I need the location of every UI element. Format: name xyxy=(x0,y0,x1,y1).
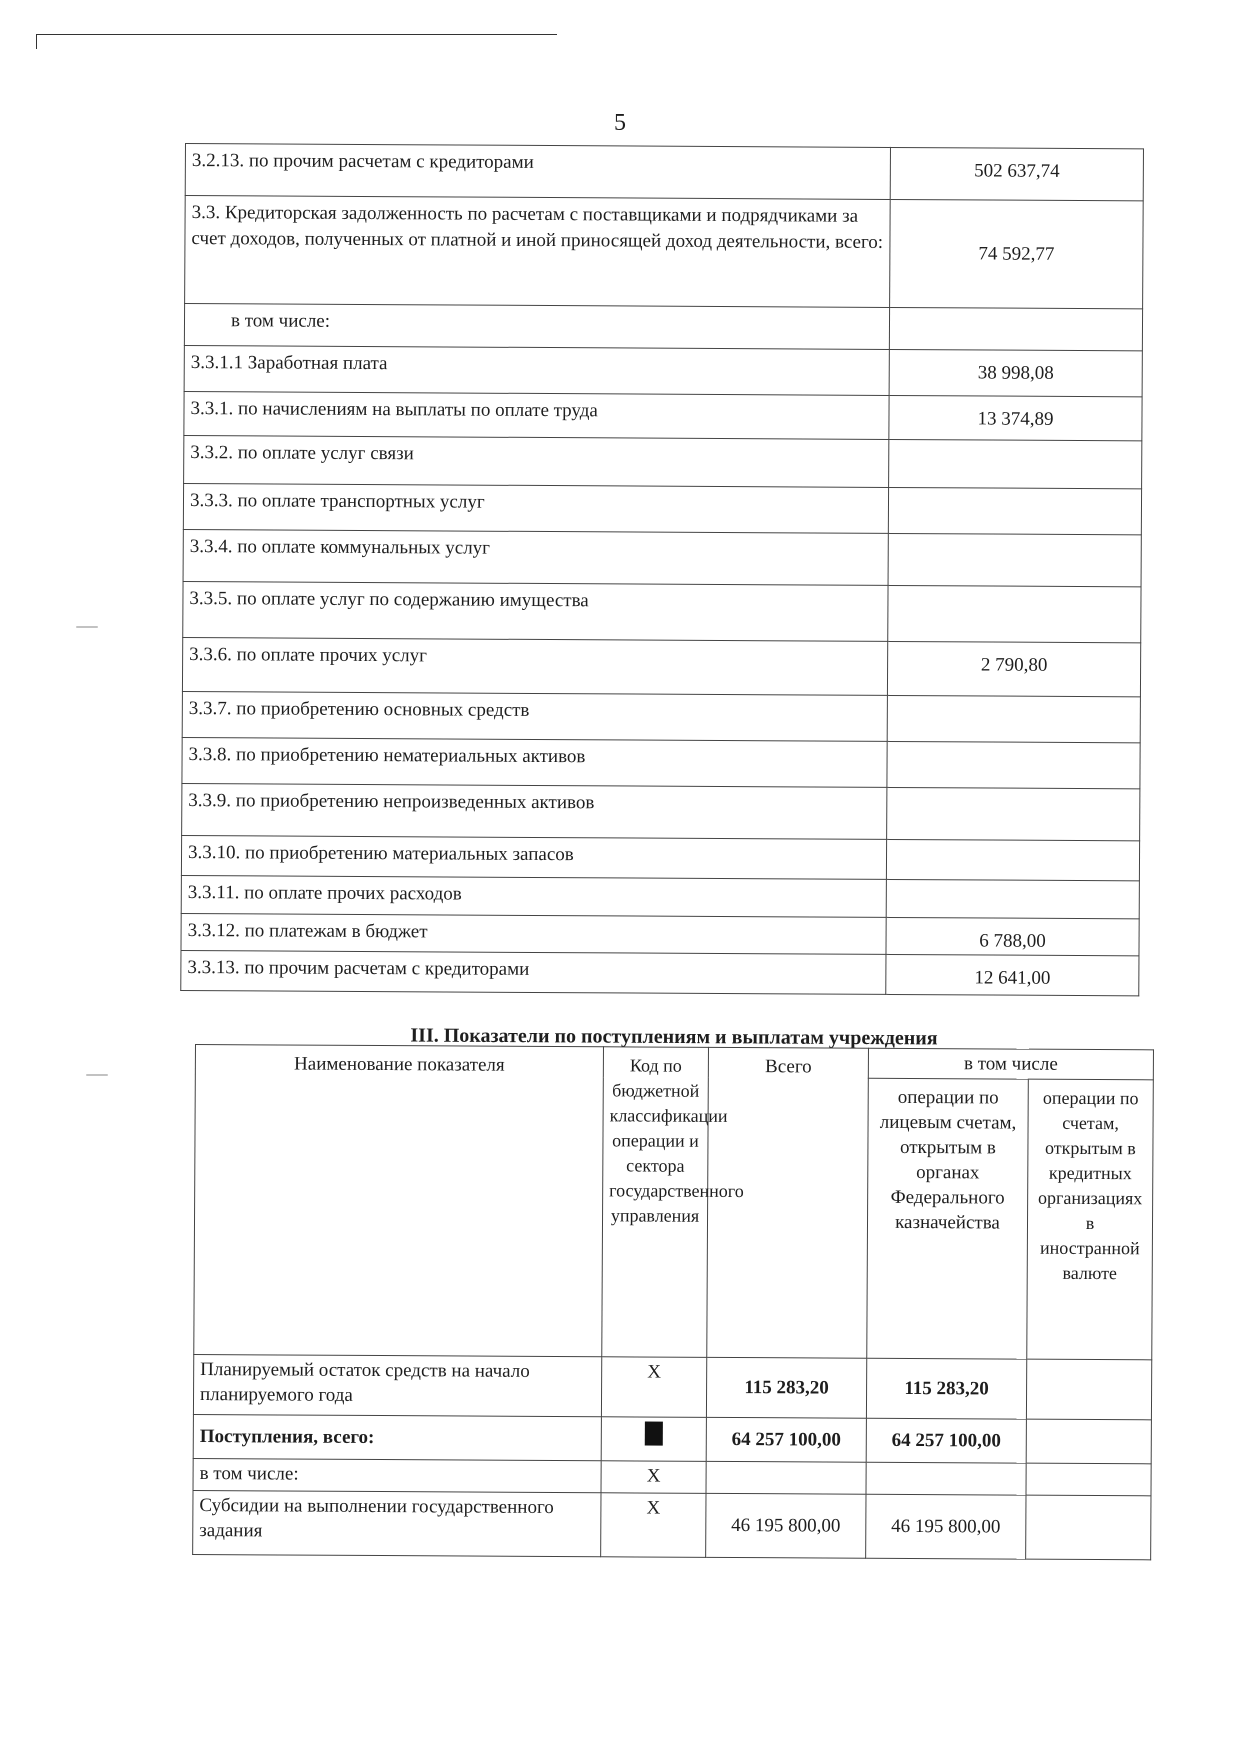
row-value xyxy=(888,533,1141,586)
header-credit: операции по счетам, открытым в кредитных организациях в иностранной валюте xyxy=(1027,1079,1154,1360)
row-label: 3.3.1.1 Заработная плата xyxy=(184,345,889,395)
table-row xyxy=(193,1490,1151,1559)
row-name: в том числе: xyxy=(193,1458,601,1492)
row-credit xyxy=(1026,1495,1151,1560)
row-label: 3.3.2. по оплате услуг связи xyxy=(184,435,889,487)
row-value xyxy=(889,307,1142,350)
row-treasury: 64 257 100,00 xyxy=(866,1418,1026,1463)
table-row xyxy=(184,435,1142,488)
table-row xyxy=(184,304,1142,351)
row-name: Субсидии на выполнении государственного задания xyxy=(193,1490,601,1556)
row-value xyxy=(887,695,1140,742)
table-row xyxy=(183,581,1141,642)
row-label: 3.3.7. по приобретению основных средств xyxy=(182,691,887,741)
row-value: 74 592,77 xyxy=(890,199,1144,308)
row-value: 12 641,00 xyxy=(886,954,1139,995)
row-value xyxy=(888,585,1141,642)
row-credit xyxy=(1026,1463,1151,1496)
table-header-row xyxy=(195,1045,1153,1080)
scan-smudge xyxy=(76,626,98,628)
row-label: 3.3.13. по прочим расчетам с кредиторами xyxy=(181,950,886,994)
table-row xyxy=(185,144,1143,201)
table-row xyxy=(181,875,1139,918)
row-code xyxy=(601,1417,706,1462)
row-label: 3.3.3. по оплате транспортных услуг xyxy=(183,483,888,533)
row-value xyxy=(886,839,1139,880)
table-row xyxy=(184,391,1142,440)
row-value xyxy=(887,741,1140,788)
row-value xyxy=(886,879,1139,918)
row-value xyxy=(887,787,1140,840)
redaction-mark xyxy=(645,1422,663,1446)
row-treasury: 46 195 800,00 xyxy=(866,1494,1026,1559)
header-code: Код по бюджетной классификации операции и сектора государственного управления xyxy=(602,1047,709,1358)
scan-corner-mark xyxy=(36,34,557,49)
row-name: Планируемый остаток средств на начало планируемого года xyxy=(193,1354,601,1416)
row-value xyxy=(889,439,1142,488)
row-code: Х xyxy=(601,1493,706,1558)
table-row xyxy=(183,483,1141,534)
table-row xyxy=(185,196,1144,309)
receipts-payments-table xyxy=(192,1044,1154,1560)
row-label: 3.3.9. по приобретению непроизведенных активов xyxy=(182,783,887,839)
row-credit xyxy=(1026,1359,1151,1420)
row-total xyxy=(706,1461,866,1494)
table-row xyxy=(182,737,1140,788)
creditor-debt-table xyxy=(180,143,1144,996)
row-label: 3.3.4. по оплате коммунальных услуг xyxy=(183,529,888,585)
row-credit xyxy=(1026,1419,1151,1464)
page-number: 5 xyxy=(614,110,626,136)
row-label: 3.3.1. по начислениям на выплаты по оплате труда xyxy=(184,391,889,439)
row-label: в том числе: xyxy=(184,304,889,350)
section-title: III. Показатели по поступлениям и выплатам учреждения xyxy=(410,1024,938,1050)
row-treasury xyxy=(866,1462,1026,1495)
row-label: 3.2.13. по прочим расчетам с кредиторами xyxy=(185,144,890,200)
row-value: 13 374,89 xyxy=(889,395,1142,440)
header-including: в том числе xyxy=(868,1048,1153,1080)
row-total: 46 195 800,00 xyxy=(706,1493,866,1558)
row-label: 3.3.8. по приобретению нематериальных активов xyxy=(182,737,887,787)
row-label: 3.3.10. по приобретению материальных запасов xyxy=(181,835,886,879)
table-row xyxy=(193,1414,1151,1463)
table-row xyxy=(181,950,1139,995)
row-label: 3.3.5. по оплате услуг по содержанию имущества xyxy=(183,581,888,641)
table-row xyxy=(184,345,1142,396)
row-code: Х xyxy=(601,1357,706,1418)
table-row xyxy=(181,913,1139,955)
row-treasury: 115 283,20 xyxy=(866,1358,1026,1419)
scan-smudge xyxy=(86,1074,108,1076)
row-code: Х xyxy=(601,1461,706,1494)
table-row xyxy=(183,529,1141,586)
row-value xyxy=(888,487,1141,534)
row-label: 3.3.12. по платежам в бюджет xyxy=(181,913,886,954)
row-total: 115 283,20 xyxy=(706,1357,866,1418)
table-row xyxy=(193,1458,1151,1495)
row-label: 3.3. Кредиторская задолженность по расчетам с поставщиками и подрядчиками за счет доходов, полученных от платной и иной приносящей доход деятельности, всего: xyxy=(185,196,891,308)
row-value: 2 790,80 xyxy=(887,641,1140,696)
row-value: 502 637,74 xyxy=(890,147,1143,200)
table-row xyxy=(193,1354,1151,1419)
row-value: 6 788,00 xyxy=(886,917,1139,955)
header-total: Всего xyxy=(707,1047,869,1358)
table-row xyxy=(182,637,1140,696)
header-treasury: операции по лицевым счетам, открытым в органах Федерального казначейства xyxy=(867,1078,1029,1359)
row-value: 38 998,08 xyxy=(889,349,1142,396)
row-label: 3.3.6. по оплате прочих услуг xyxy=(182,637,887,695)
row-name: Поступления, всего: xyxy=(193,1414,601,1460)
header-name: Наименование показателя xyxy=(194,1045,604,1357)
row-label: 3.3.11. по оплате прочих расходов xyxy=(181,875,886,917)
table-row xyxy=(181,835,1139,880)
table-row xyxy=(182,783,1140,840)
table-row xyxy=(182,691,1140,742)
row-total: 64 257 100,00 xyxy=(706,1417,866,1462)
